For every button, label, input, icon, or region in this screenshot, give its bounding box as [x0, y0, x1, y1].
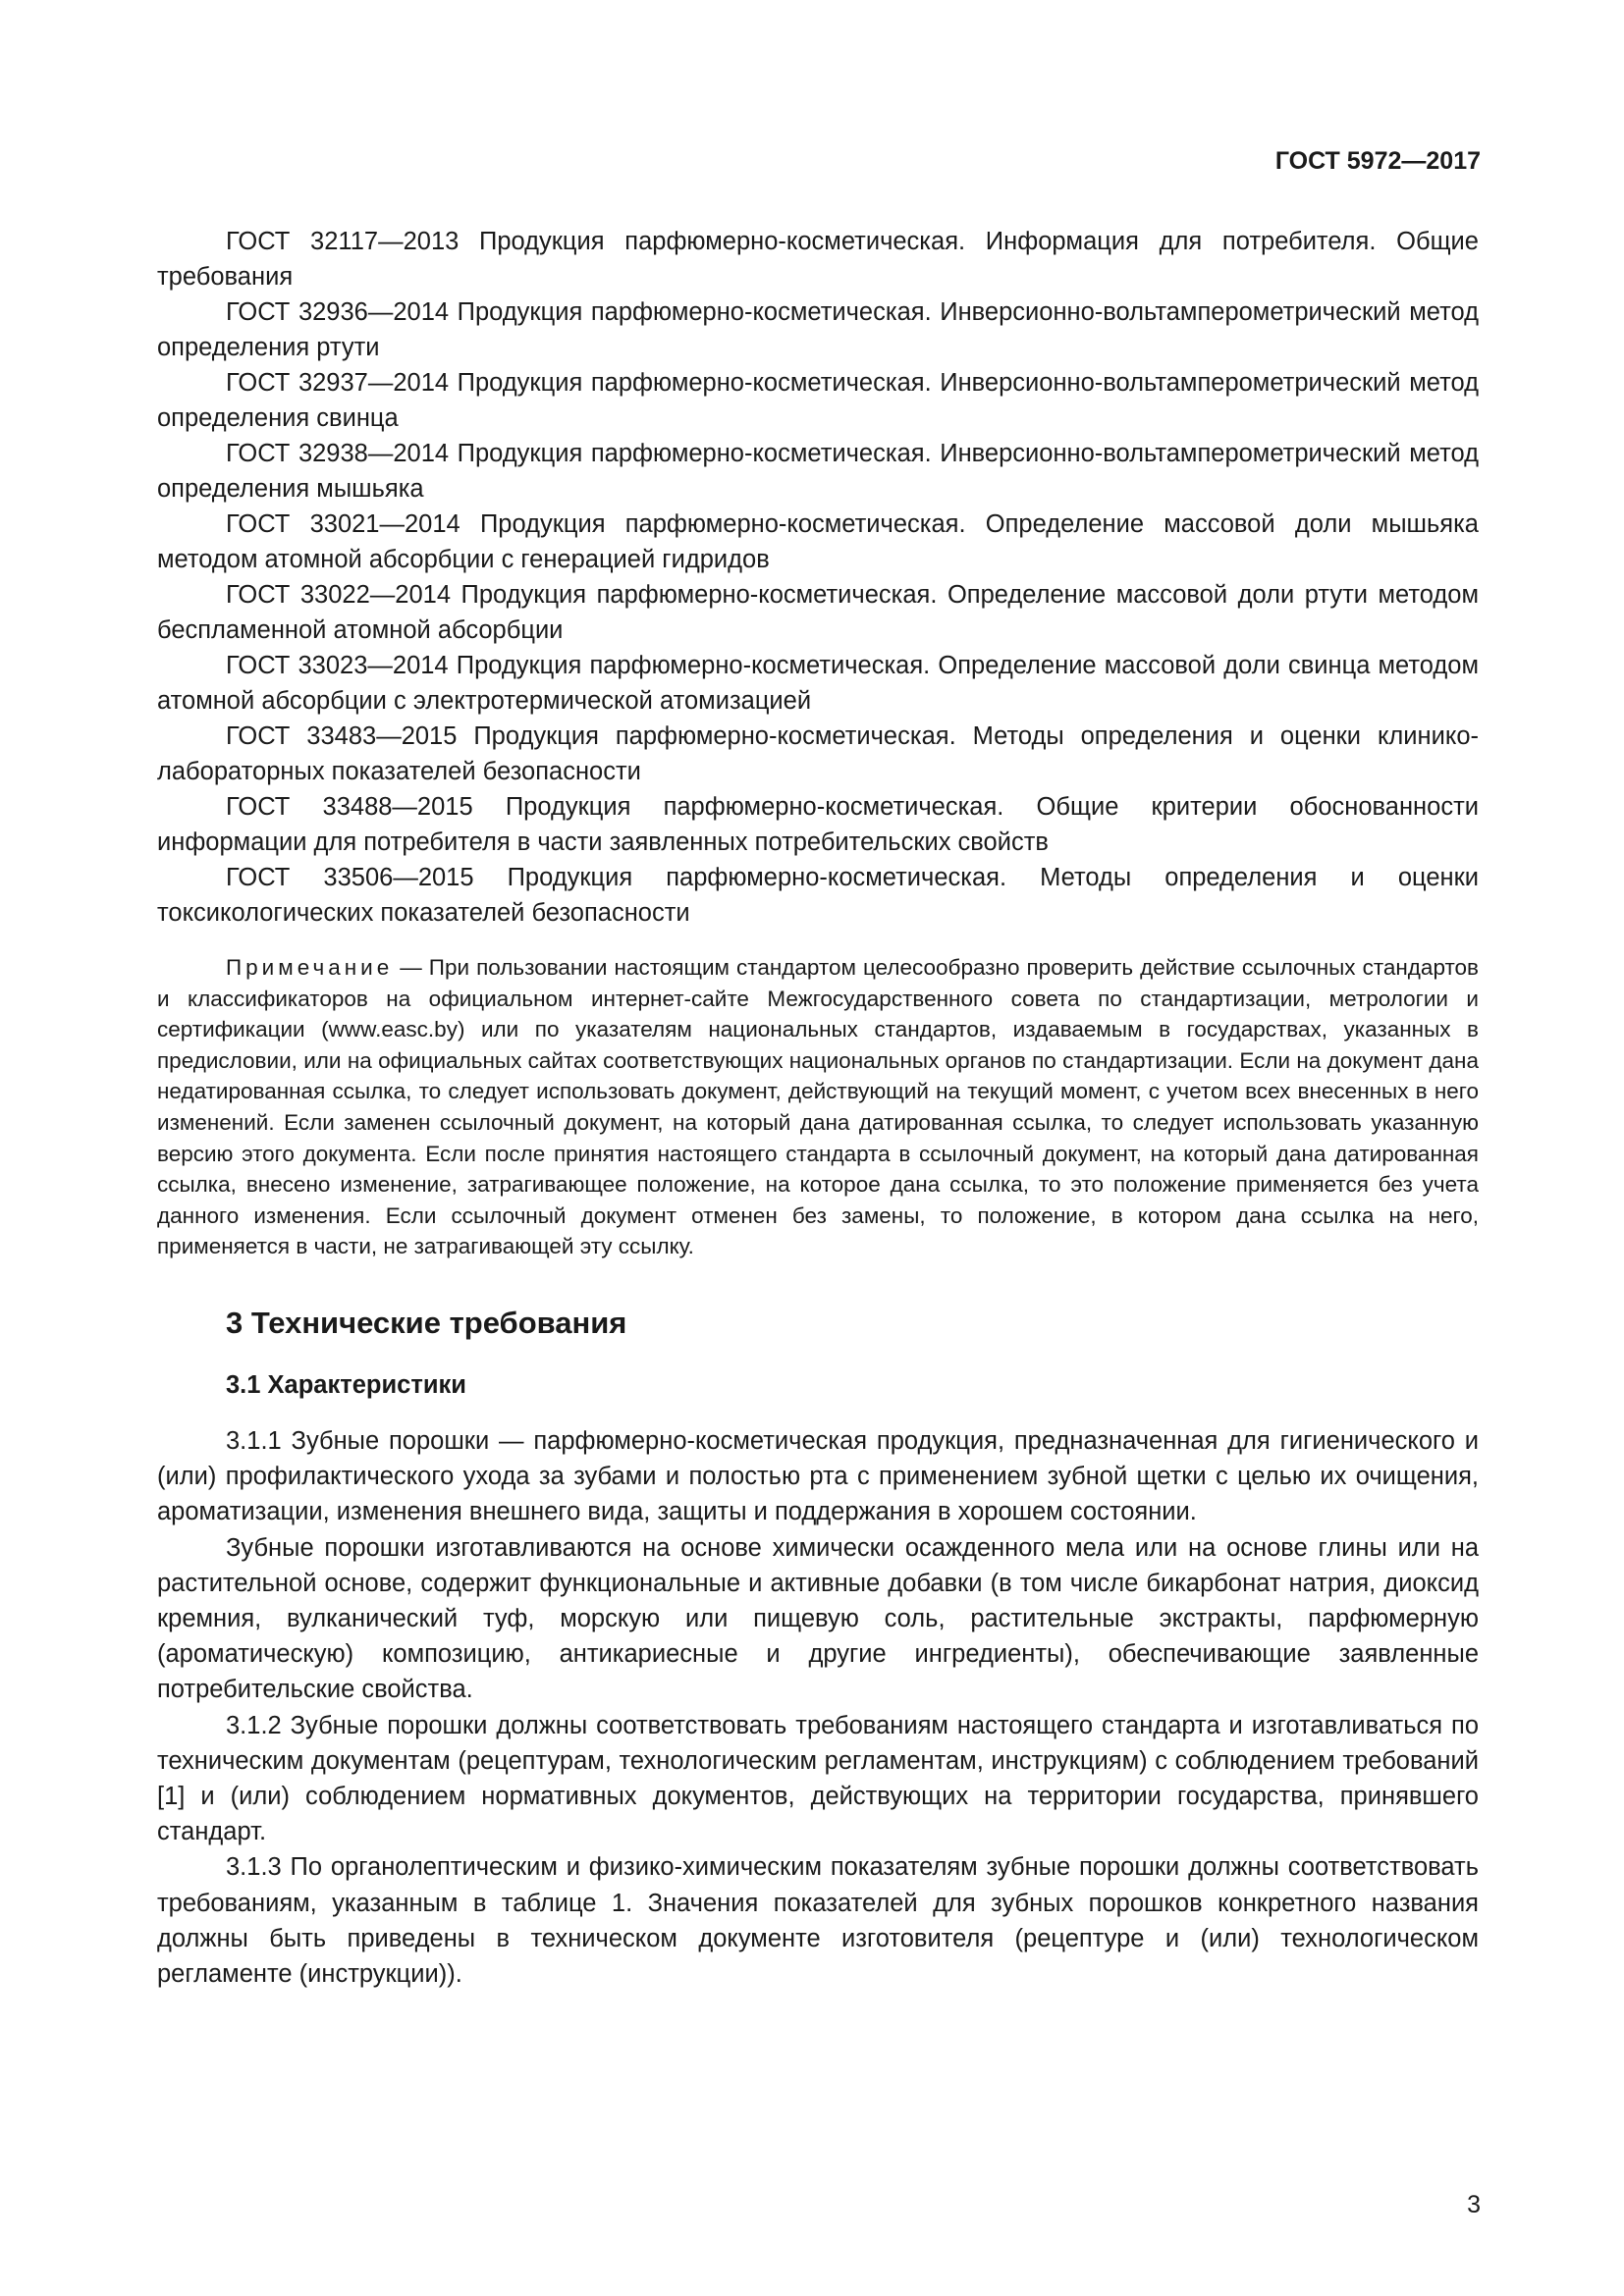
reference-item: ГОСТ 33021—2014 Продукция парфюмерно-косметическая. Определение массовой доли мышьяка методом атомной абсорбции с генерацией гидридов [157, 510, 1479, 573]
reference-item: ГОСТ 33023—2014 Продукция парфюмерно-косметическая. Определение массовой доли свинца методом атомной абсорбции с электротермической атомизацией [157, 652, 1479, 715]
normative-references-list [157, 224, 1479, 931]
section-heading: 3 Технические требования [226, 1305, 627, 1340]
reference-item: ГОСТ 33488—2015 Продукция парфюмерно-косметическая. Общие критерии обоснованности информации для потребителя в части заявленных потребительских свойств [157, 793, 1479, 856]
note-label: Примечание [226, 955, 394, 980]
reference-item: ГОСТ 32938—2014 Продукция парфюмерно-косметическая. Инверсионно-вольтамперометрический метод определения мышьяка [157, 440, 1479, 503]
reference-item: ГОСТ 32937—2014 Продукция парфюмерно-косметическая. Инверсионно-вольтамперометрический метод определения свинца [157, 369, 1479, 432]
note-block [157, 952, 1479, 1262]
note-text: — При пользовании настоящим стандартом целесообразно проверить действие ссылочных стандартов и классификаторов на официальном интернет-сайте Межгосударственного совета по стандартизации, метрологии и сертификации (www.easc.by) или по указателям национальных стандартов, издаваемым в государствах, указанных в предисловии, или на официальных сайтах соответствующих национальных органов по стандартизации. Если на документ дана недатированная ссылка, то следует использовать документ, действующий на текущий момент, с учетом всех внесенных в него изменений. Если заменен ссылочный документ, на который дана датированная ссылка, то следует использовать указанную версию этого документа. Если после принятия настоящего стандарта в ссылочный документ, на который дана датированная ссылка, внесено изменение, затрагивающее положение, на которое дана ссылка, то это положение применяется без учета данного изменения. Если ссылочный документ отменен без замены, то положение, в котором дана ссылка на него, применяется в части, не затрагивающей эту ссылку. [157, 955, 1479, 1259]
reference-item: ГОСТ 32936—2014 Продукция парфюмерно-косметическая. Инверсионно-вольтамперометрический метод определения ртути [157, 298, 1479, 361]
body-paragraph: Зубные порошки изготавливаются на основе химически осажденного мела или на основе глины или на растительной основе, содержит функциональные и активные добавки (в том числе бикарбонат натрия, диоксид кремния, вулканический туф, морскую или пищевую соль, растительные экстракты, парфюмерную (ароматическую) композицию, антикариесные и другие ингредиенты), обеспечивающие заявленные потребительские свойства. [157, 1533, 1479, 1704]
reference-item: ГОСТ 33506—2015 Продукция парфюмерно-косметическая. Методы определения и оценки токсикологических показателей безопасности [157, 864, 1479, 927]
reference-item: ГОСТ 33022—2014 Продукция парфюмерно-косметическая. Определение массовой доли ртути методом беспламенной атомной абсорбции [157, 581, 1479, 644]
page-number: 3 [1467, 2191, 1481, 2218]
reference-item: ГОСТ 33483—2015 Продукция парфюмерно-косметическая. Методы определения и оценки клинико-лабораторных показателей безопасности [157, 722, 1479, 785]
document-id-header: ГОСТ 5972—2017 [1274, 147, 1481, 175]
reference-item: ГОСТ 32117—2013 Продукция парфюмерно-косметическая. Информация для потребителя. Общие требования [157, 228, 1479, 291]
body-paragraph: 3.1.1 Зубные порошки — парфюмерно-косметическая продукция, предназначенная для гигиенического и (или) профилактического ухода за зубами и полостью рта с применением зубной щетки с целью их очищения, ароматизации, изменения внешнего вида, защиты и поддержания в хорошем состоянии. [157, 1426, 1479, 1526]
page-content [157, 224, 1479, 1992]
subsection-heading: 3.1 Характеристики [226, 1370, 466, 1399]
body-paragraph: 3.1.3 По органолептическим и физико-химическим показателям зубные порошки должны соответствовать требованиям, указанным в таблице 1. Значения показателей для зубных порошков конкретного названия должны быть приведены в техническом документе изготовителя (рецептуре и (или) технологическом регламенте (инструкции)). [157, 1853, 1479, 1988]
body-paragraph: 3.1.2 Зубные порошки должны соответствовать требованиям настоящего стандарта и изготавливаться по техническим документам (рецептурам, технологическим регламентам, инструкциям) с соблюдением требований [1] и (или) соблюдением нормативных документов, действующих на территории государства, принявшего стандарт. [157, 1711, 1479, 1846]
